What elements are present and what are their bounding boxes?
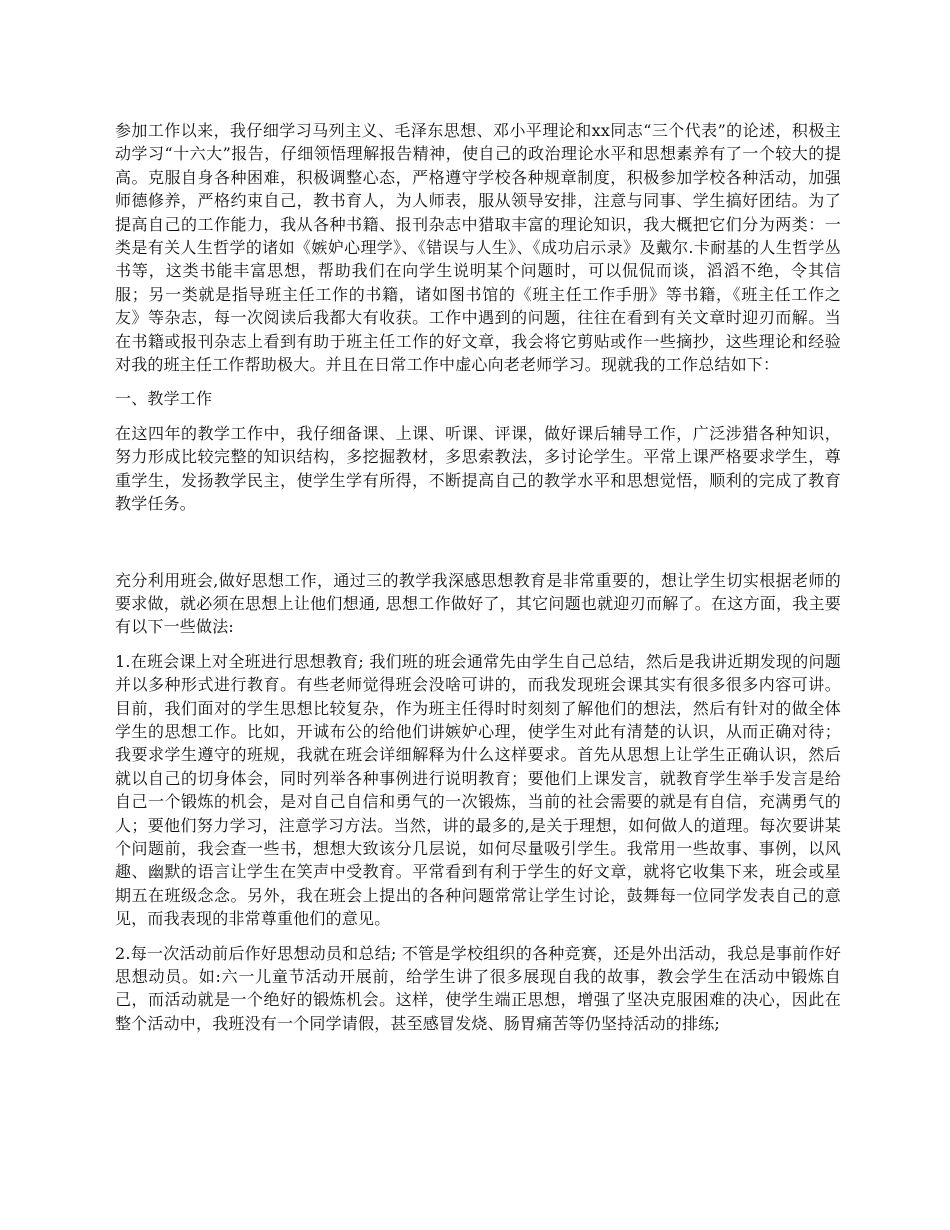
list-item-2: 2.每一次活动前后作好思想动员和总结; 不管是学校组织的各种竞赛，还是外出活动，我总是事前作好思想动员。如:六一儿童节活动开展前，给学生讲了很多展现自我的故事，教会学生在活动中锻炼自己，而活动就是一个绝好的锻炼机会。这样，使学生端正思想，增强了坚决克服困难的决心，因此在整个活动中，我班没有一个同学请假，甚至感冒发烧、肠胃痛苦等仍坚持活动的排练;: [115, 943, 841, 1033]
teaching-paragraph: 在这四年的教学工作中，我仔细备课、上课、听课、评课，做好课后辅导工作，广泛涉猎各种知识，努力形成比较完整的知识结构，多挖掘教材，多思索教法，多讨论学生。平常上课严格要求学生，尊重学生，发扬教学民主，使学生学有所得，不断提高自己的教学水平和思想觉悟，顺利的完成了教育教学任务。: [115, 423, 841, 514]
list-item-1: 1.在班会课上对全班进行思想教育; 我们班的班会通常先由学生自己总结，然后是我讲近期发现的问题并以多种形式进行教育。有些老师觉得班会没啥可讲的，而我发现班会课其实有很多很多内容可讲。目前，我们面对的学生思想比较复杂，作为班主任得时时刻刻了解他们的想法，然后有针对的做全体学生的思想工作。比如，开诚布公的给他们讲嫉妒心理，使学生对此有清楚的认识，从而正确对待；我要求学生遵守的班规，我就在班会详细解释为什么这样要求。首先从思想上让学生正确认识，然后就以自己的切身体会，同时列举各种事例进行说明教育；要他们上课发言，就教育学生举手发言是给自己一个锻炼的机会，是对自己自信和勇气的一次锻炼，当前的社会需要的就是有自信，充满勇气的人；要他们努力学习，注意学习方法。当然，讲的最多的,是关于理想，如何做人的道理。每次要讲某个问题前，我会查一些书，想想大致该分几层说，如何尽量吸引学生。我常用一些故事、事例，以风趣、幽默的语言让学生在笑声中受教育。平常看到有利于学生的好文章，就将它收集下来，班会或星期五在班级念念。另外，我在班会上提出的各种问题常常让学生讨论，鼓舞每一位同学发表自己的意见，而我表现的非常尊重他们的意见。: [115, 651, 841, 929]
section-spacer: [115, 527, 841, 569]
intro-paragraph: 参加工作以来，我仔细学习马列主义、毛泽东思想、邓小平理论和xx同志“三个代表”的论述，积极主动学习“十六大”报告，仔细领悟理解报告精神，使自己的政治理论水平和思想素养有了一个较大的提高。克服自身各种困难，积极调整心态，严格遵守学校各种规章制度，积极参加学校各种活动，加强师德修养，严格约束自己，教书育人，为人师表，服从领导安排，注意与同事、学生搞好团结。为了提高自己的工作能力，我从各种书籍、报刊杂志中猎取丰富的理论知识，我大概把它们分为两类：一类是有关人生哲学的诸如《嫉妒心理学》、《错误与人生》、《成功启示录》及戴尔.卡耐基的人生哲学丛书等，这类书能丰富思想，帮助我们在向学生说明某个问题时，可以侃侃而谈，滔滔不绝，令其信服；另一类就是指导班主任工作的书籍，诸如图书馆的《班主任工作手册》等书籍，《班主任工作之友》等杂志，每一次阅读后我都大有收获。工作中遇到的问题，往往在看到有关文章时迎刃而解。当在书籍或报刊杂志上看到有助于班主任工作的好文章，我会将它剪贴或作一些摘抄，这些理论和经验对我的班主任工作帮助极大。并且在日常工作中虚心向老老师学习。现就我的工作总结如下：: [115, 121, 841, 375]
section-heading-teaching: 一、教学工作: [115, 389, 213, 409]
document-body: [115, 119, 841, 1046]
class-meeting-paragraph: 充分利用班会,做好思想工作，通过三的教学我深感思想教育是非常重要的，想让学生切实根据老师的要求做，就必须在思想上让他们想通, 思想工作做好了，其它问题也就迎刃而解了。在这方面，我主要有以下一些做法:: [115, 570, 841, 637]
